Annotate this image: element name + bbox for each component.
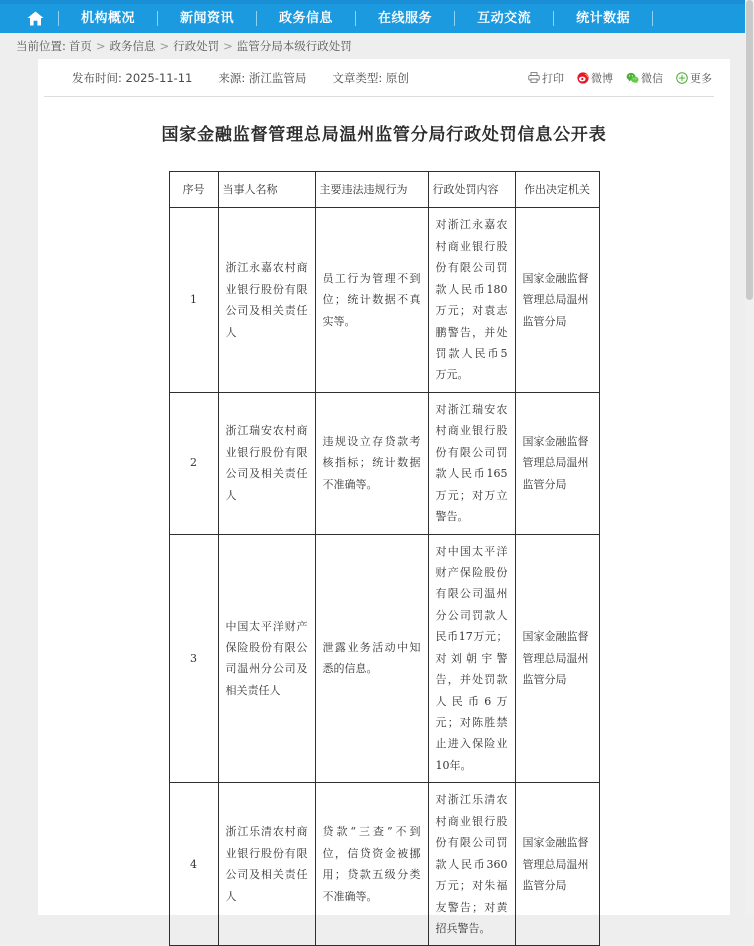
breadcrumb-item-home[interactable]: 首页	[68, 39, 92, 53]
breadcrumb	[0, 33, 754, 59]
meta-divider	[44, 96, 714, 97]
col-header-authority: 作出决定机关	[515, 172, 599, 208]
cell-violation: 泄露业务活动中知悉的信息。	[315, 534, 428, 783]
print-label: 打印	[542, 71, 564, 85]
table-header-row	[169, 172, 599, 208]
cell-index: 1	[169, 208, 218, 393]
scrollbar-thumb[interactable]	[746, 0, 753, 300]
col-header-party: 当事人名称	[218, 172, 315, 208]
nav-separator	[553, 11, 554, 26]
breadcrumb-separator: >	[95, 39, 106, 53]
penalty-table-wrapper	[38, 171, 730, 946]
wechat-icon	[626, 72, 639, 84]
col-header-penalty: 行政处罚内容	[428, 172, 515, 208]
cell-penalty: 对中国太平洋财产保险股份有限公司温州分公司罚款人民币17万元；对刘朝宇警告，并处罚款人民币6万元；对陈胜禁止进入保险业10年。	[428, 534, 515, 783]
table-row	[169, 783, 599, 946]
nav-separator	[157, 11, 158, 26]
cell-violation: 贷款“三查”不到位，信贷资金被挪用；贷款五级分类不准确等。	[315, 783, 428, 946]
share-toolbar	[515, 70, 712, 86]
breadcrumb-separator: >	[159, 39, 170, 53]
wechat-share-button[interactable]	[626, 70, 663, 86]
nav-separator	[355, 11, 356, 26]
nav-item-zhengwu-xinxi[interactable]: 政务信息	[279, 11, 334, 26]
more-label: 更多	[690, 71, 712, 85]
cell-party: 浙江永嘉农村商业银行股份有限公司及相关责任人	[218, 208, 315, 393]
cell-authority: 国家金融监督管理总局温州监管分局	[515, 534, 599, 783]
col-header-index: 序号	[169, 172, 218, 208]
article-type: 文章类型: 原创	[332, 70, 409, 85]
publish-time: 发布时间: 2025-11-11	[72, 70, 193, 85]
nav-item-zaixian-fuwu[interactable]: 在线服务	[378, 11, 433, 26]
printer-icon	[528, 72, 540, 83]
weibo-label: 微博	[591, 71, 613, 85]
table-row	[169, 534, 599, 783]
nav-item-jigou-gaikuang[interactable]: 机构概况	[81, 11, 136, 26]
print-button[interactable]	[528, 70, 564, 86]
breadcrumb-label: 当前位置:	[16, 39, 66, 53]
cell-index: 4	[169, 783, 218, 946]
cell-authority: 国家金融监督管理总局温州监管分局	[515, 783, 599, 946]
breadcrumb-item-current[interactable]: 监管分局本级行政处罚	[236, 39, 352, 53]
article-meta-bar	[38, 59, 730, 96]
cell-authority: 国家金融监督管理总局温州监管分局	[515, 392, 599, 534]
article-source: 来源: 浙江监管局	[218, 70, 307, 85]
cell-penalty: 对浙江乐清农村商业银行股份有限公司罚款人民币360万元；对朱福友警告；对黄招兵警告。	[428, 783, 515, 946]
main-navigation	[0, 4, 754, 33]
content-panel	[38, 59, 730, 935]
cell-penalty: 对浙江永嘉农村商业银行股份有限公司罚款人民币180万元；对袁志鹏警告，并处罚款人民币5万元。	[428, 208, 515, 393]
cell-index: 3	[169, 534, 218, 783]
wechat-label: 微信	[641, 71, 663, 85]
nav-home-button[interactable]	[18, 11, 52, 26]
weibo-icon	[577, 72, 589, 84]
nav-separator	[256, 11, 257, 26]
cell-party: 浙江乐清农村商业银行股份有限公司及相关责任人	[218, 783, 315, 946]
cell-authority: 国家金融监督管理总局温州监管分局	[515, 208, 599, 393]
nav-separator	[58, 11, 59, 26]
home-icon	[27, 11, 44, 26]
col-header-violation: 主要违法违规行为	[315, 172, 428, 208]
cell-index: 2	[169, 392, 218, 534]
cell-violation: 员工行为管理不到位；统计数据不真实等。	[315, 208, 428, 393]
breadcrumb-item-zhengwu-xinxi[interactable]: 政务信息	[109, 39, 156, 53]
nav-separator	[454, 11, 455, 26]
nav-item-hudong-jiaoliu[interactable]: 互动交流	[477, 11, 532, 26]
breadcrumb-item-xingzheng-chufa[interactable]: 行政处罚	[173, 39, 220, 53]
page-scrollbar[interactable]	[745, 0, 754, 915]
cell-party: 中国太平洋财产保险股份有限公司温州分公司及相关责任人	[218, 534, 315, 783]
penalty-table	[169, 171, 600, 946]
nav-item-tongji-shuju[interactable]: 统计数据	[576, 11, 631, 26]
breadcrumb-separator: >	[223, 39, 233, 53]
nav-separator	[652, 11, 653, 26]
weibo-share-button[interactable]	[577, 70, 613, 86]
more-share-button[interactable]	[676, 70, 712, 86]
article-meta-info	[72, 70, 435, 86]
nav-item-xinwen-zixun[interactable]: 新闻资讯	[180, 11, 235, 26]
page-title: 国家金融监督管理总局温州监管分局行政处罚信息公开表	[161, 125, 607, 145]
table-row	[169, 392, 599, 534]
cell-penalty: 对浙江瑞安农村商业银行股份有限公司罚款人民币165万元；对万立警告。	[428, 392, 515, 534]
cell-violation: 违规设立存贷款考核指标；统计数据不准确等。	[315, 392, 428, 534]
cell-party: 浙江瑞安农村商业银行股份有限公司及相关责任人	[218, 392, 315, 534]
table-row	[169, 208, 599, 393]
plus-circle-icon	[676, 72, 688, 84]
